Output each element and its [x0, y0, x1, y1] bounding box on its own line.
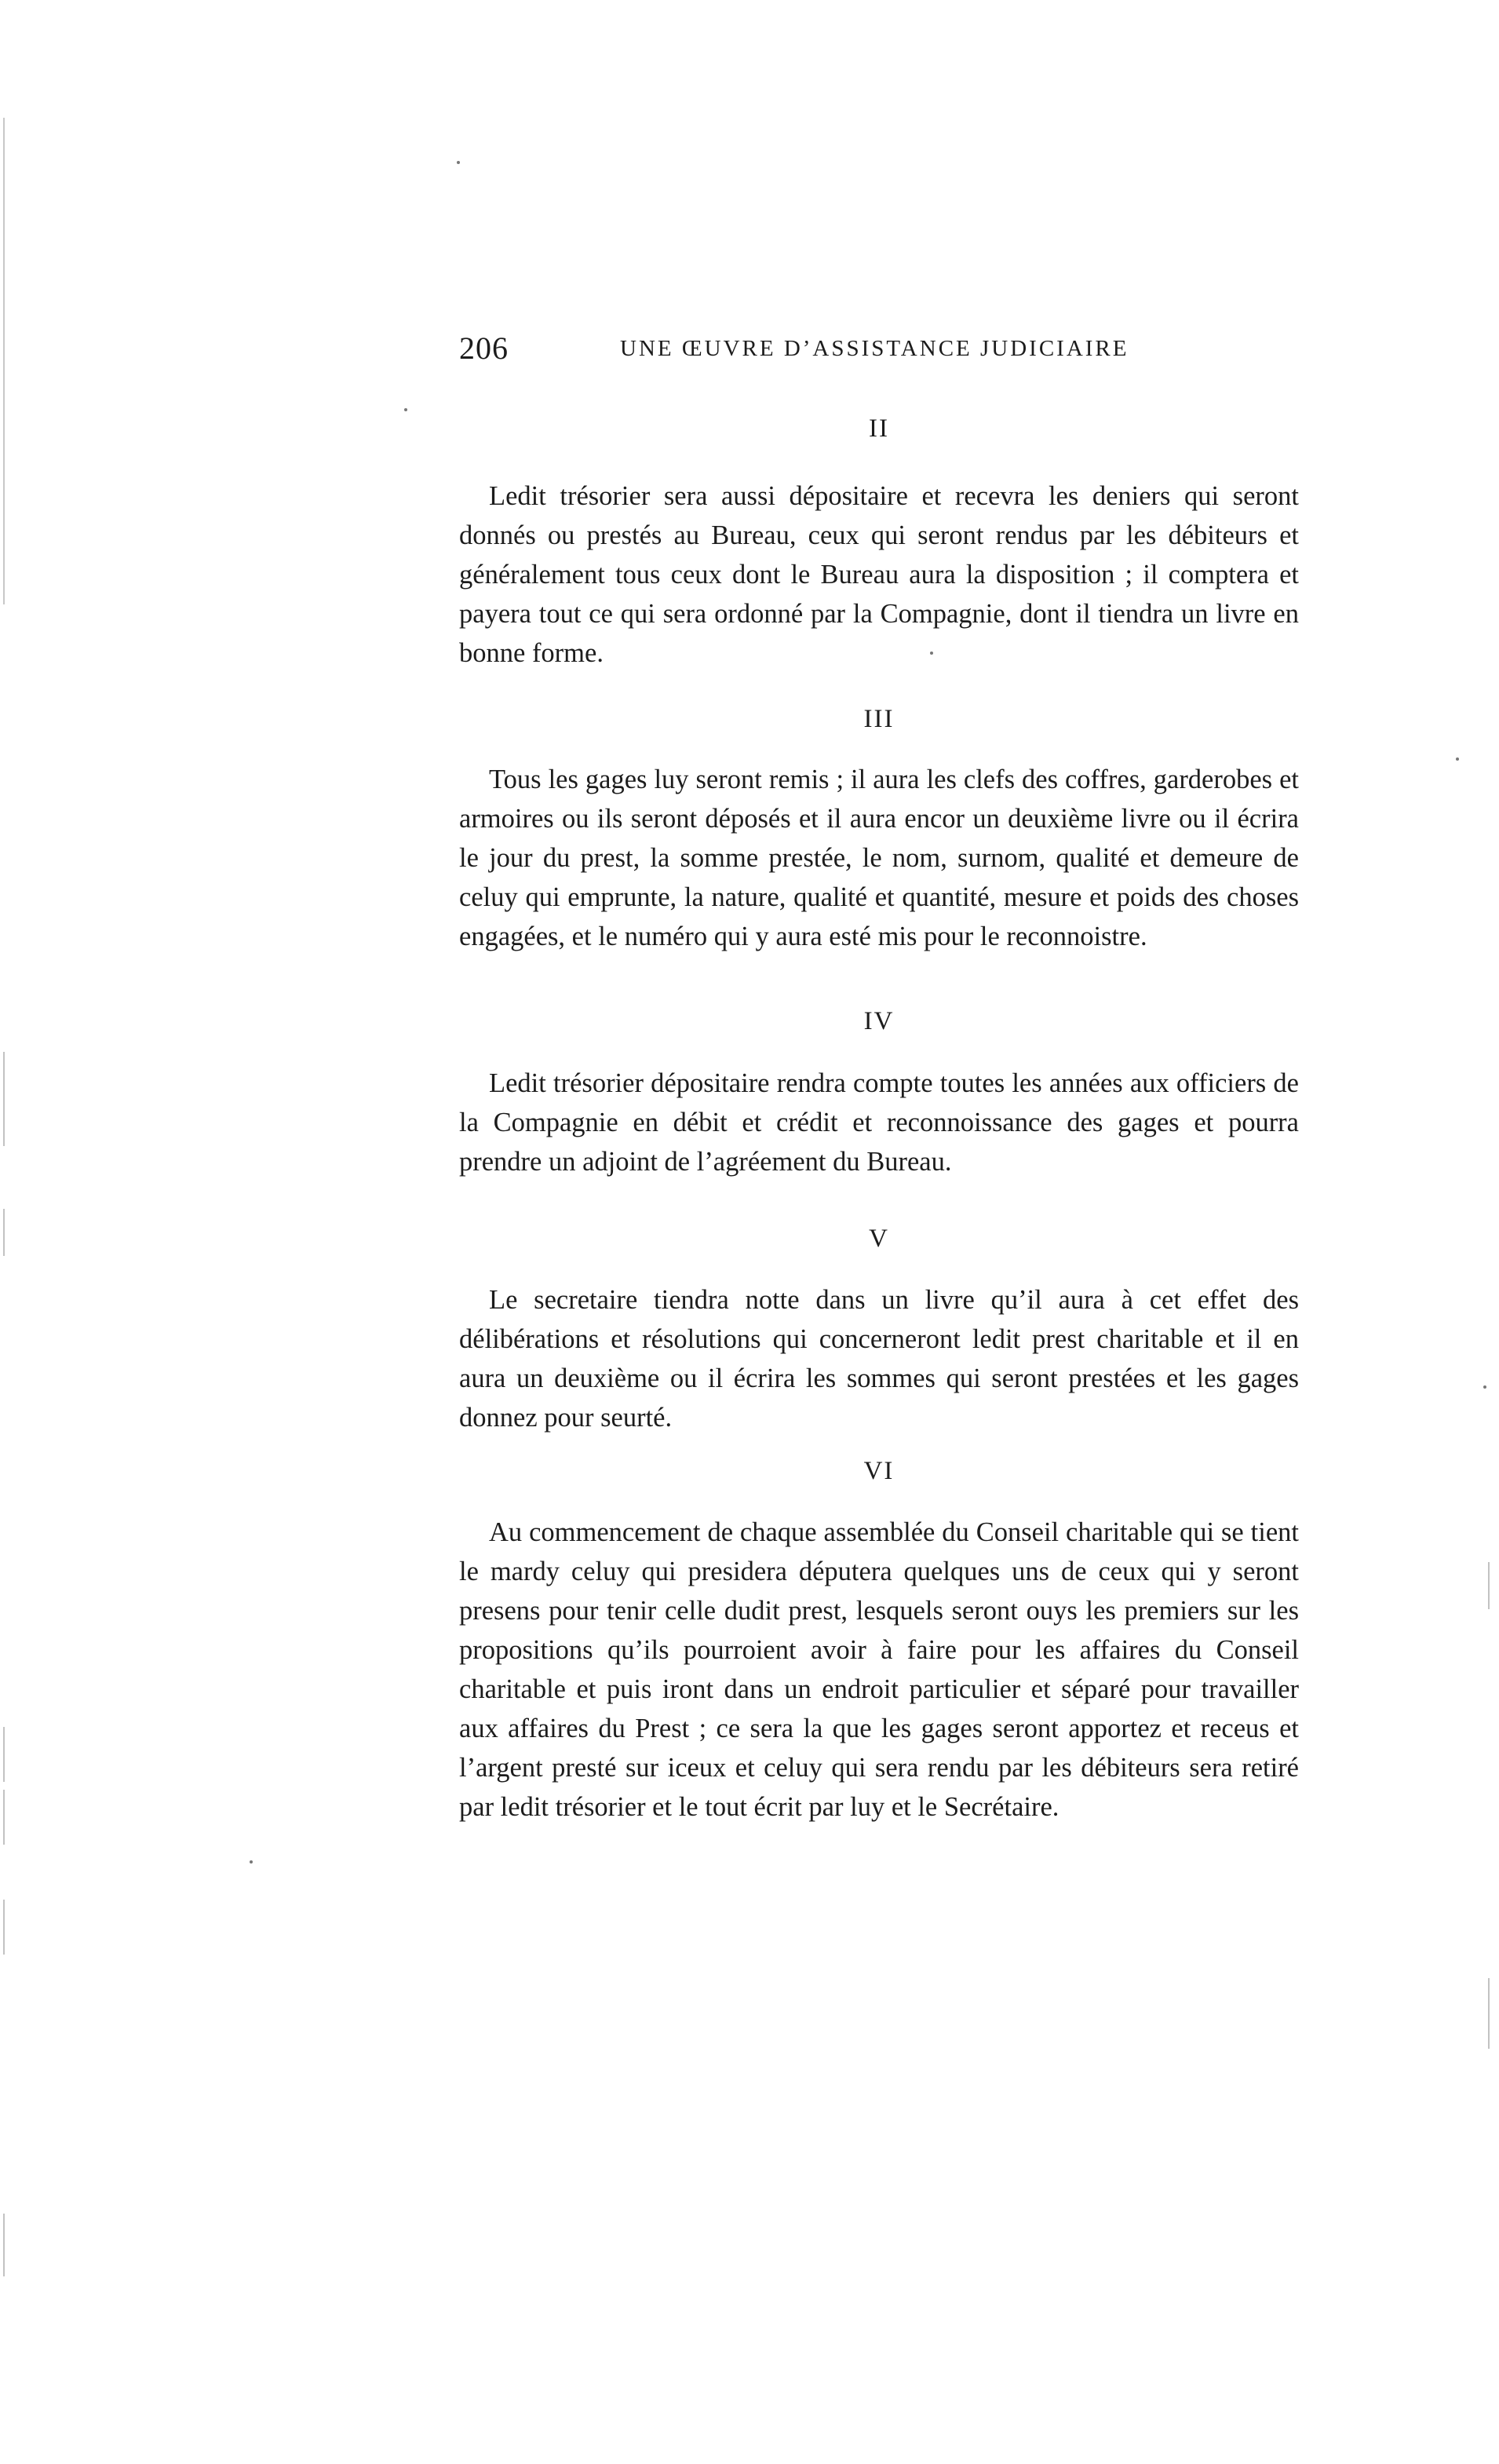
- scan-speck: [1483, 1385, 1486, 1389]
- scan-edge-mark: [1488, 1562, 1490, 1609]
- article-paragraph: Tous les gages luy seront remis ; il aura les clefs des coffres, garderobes et armoires ou ils seront déposés et il aura encor un deuxième livre ou il écrira le jour du prest, la somme prestée, le nom, surnom, qualité et demeure de celuy qui emprunte, la nature, qualité et quantité, mesure et poids des choses engagées, et le numéro qui y aura esté mis pour le reconnoistre.: [459, 765, 1299, 951]
- scan-speck: [457, 161, 460, 164]
- article-paragraph: Le secretaire tiendra notte dans un livre qu’il aura à cet effet des délibérations et résolutions qui concerneront ledit prest charitable et il en aura un deuxième ou il écrira les sommes qui seront prestées et les gages donnez pour seurté.: [459, 1285, 1299, 1433]
- scan-edge-mark: [3, 118, 5, 604]
- scan-edge-mark: [3, 1790, 5, 1845]
- article-paragraph: Au commencement de chaque assemblée du Conseil charitable qui se tient le mardy celuy qui presidera députera quelques uns de ceux qui y seront presens pour tenir celle dudit prest, lesquels seront ouys les premiers sur les propositions qu’ils pourroient avoir à faire pour les affaires du Conseil charitable et puis iront dans un endroit particulier et séparé pour travailler aux affaires du Prest ; ce sera la que les gages seront apportez et receus et l’argent presté sur iceux et celuy qui sera rendu par les débiteurs sera retiré par ledit trésorier et le tout écrit par luy et le Secrétaire.: [459, 1517, 1299, 1822]
- scan-edge-mark: [3, 2214, 5, 2276]
- scan-speck: [250, 1860, 253, 1864]
- running-title: UNE ŒUVRE D’ASSISTANCE JUDICIAIRE: [620, 336, 1129, 361]
- article-paragraph: Ledit trésorier dépositaire rendra compte toutes les années aux officiers de la Compagnie en débit et crédit et reconnoissance des gages et pourra prendre un adjoint de l’agréement du Bureau.: [459, 1068, 1299, 1177]
- scan-speck: [1456, 757, 1459, 761]
- scan-edge-mark: [1488, 1978, 1490, 2049]
- scan-edge-mark: [3, 1900, 5, 1955]
- scan-edge-mark: [3, 1209, 5, 1256]
- article-paragraph: Ledit trésorier sera aussi dépositaire et recevra les deniers qui seront donnés ou prestés au Bureau, ceux qui seront rendus par les débiteurs et généralement tous ceux dont le Bureau aura la disposition ; il comptera et payera tout ce qui sera ordonné par la Compagnie, dont il tiendra un livre en bonne forme.: [459, 481, 1299, 668]
- article-number: IV: [863, 1007, 895, 1035]
- scan-speck: [404, 408, 407, 411]
- article-number: II: [869, 414, 889, 443]
- page-number: 206: [459, 330, 509, 366]
- article-number: VI: [863, 1457, 895, 1485]
- article-number: III: [863, 705, 895, 733]
- page-header: [459, 330, 1307, 377]
- scan-edge-mark: [3, 1727, 5, 1782]
- article-number: V: [869, 1225, 889, 1253]
- scan-edge-mark: [3, 1052, 5, 1146]
